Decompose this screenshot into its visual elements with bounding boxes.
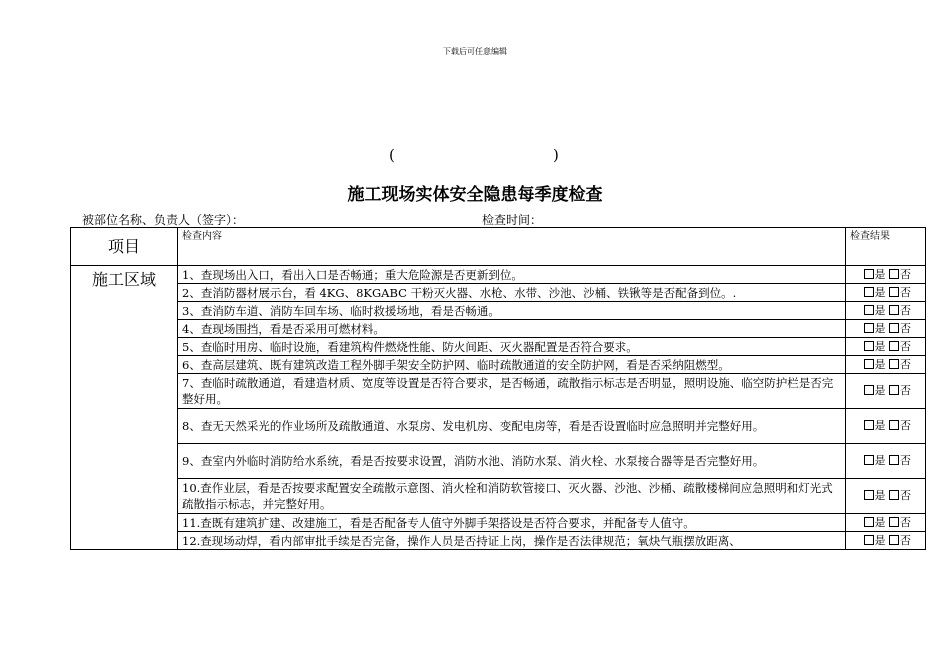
check-result	[846, 532, 926, 550]
check-result	[846, 374, 926, 409]
check-item: 3、查消防车道、消防车回车场、临时救援场地，看是否畅通。	[178, 302, 846, 320]
no-checkbox[interactable]	[889, 455, 899, 465]
yes-checkbox[interactable]	[864, 455, 874, 465]
check-result	[846, 444, 926, 479]
yes-label: 是	[874, 515, 886, 529]
header-note: 下载后可任意编辑	[443, 47, 507, 56]
table-row	[71, 338, 926, 356]
title-paren-open: (	[389, 146, 395, 164]
check-item: 4、查现场围挡，看是否采用可燃材料。	[178, 320, 846, 338]
no-label: 否	[900, 454, 911, 467]
yes-checkbox[interactable]	[864, 517, 874, 527]
no-label: 否	[900, 533, 911, 547]
table-row	[71, 532, 926, 550]
no-label: 否	[900, 489, 911, 502]
check-result	[846, 302, 926, 320]
check-result	[846, 266, 926, 284]
yes-checkbox[interactable]	[864, 385, 874, 395]
check-item: 10.查作业层，看是否按要求配置安全疏散示意图、消火栓和消防软管接口、灭火器、沙池、沙桶、疏散楼梯间应急照明和灯光式疏散指示标志，并完整好用。	[178, 479, 846, 514]
yes-label: 是	[874, 533, 886, 547]
check-time-label: 检查时间：	[482, 213, 543, 227]
no-label: 否	[900, 285, 911, 299]
no-label: 否	[900, 267, 911, 281]
yes-label: 是	[874, 303, 886, 317]
no-checkbox[interactable]	[889, 305, 899, 315]
header-project: 项目	[71, 228, 178, 266]
title-paren-close: )	[553, 146, 559, 164]
header-content: 检查内容	[178, 228, 846, 266]
check-result	[846, 409, 926, 444]
header-result: 检查结果	[846, 228, 926, 266]
yes-label: 是	[874, 489, 886, 502]
area-label: 施工区域	[71, 266, 178, 550]
yes-label: 是	[874, 384, 886, 397]
no-label: 否	[900, 419, 911, 432]
no-label: 否	[900, 339, 911, 353]
check-item: 8、查无天然采光的作业场所及疏散通道、水泵房、发电机房、变配电房等，看是否设置临时应急照明并完整好用。	[178, 409, 846, 444]
check-item: 12.查现场动焊，看内部审批手续是否完备，操作人员是否持证上岗，操作是否法律规范；氧炔气瓶摆放距离、	[178, 532, 846, 550]
check-result	[846, 284, 926, 302]
table-row	[71, 284, 926, 302]
yes-checkbox[interactable]	[864, 341, 874, 351]
check-item: 1、查现场出入口，看出入口是否畅通；重大危险源是否更新到位。	[178, 266, 846, 284]
check-item: 11.查既有建筑扩建、改建施工，看是否配备专人值守外脚手架搭设是否符合要求，并配备专人值守。	[178, 514, 846, 532]
no-checkbox[interactable]	[889, 287, 899, 297]
inspection-table	[70, 227, 926, 550]
yes-label: 是	[874, 454, 886, 467]
yes-label: 是	[874, 321, 886, 335]
no-checkbox[interactable]	[889, 323, 899, 333]
check-item: 9、查室内外临时消防给水系统，看是否按要求设置，消防水池、消防水泵、消火栓、水泵接合器等是否完整好用。	[178, 444, 846, 479]
check-result	[846, 479, 926, 514]
check-item: 2、查消防器材展示台，看 4KG、8KGABC 干粉灭火器、水枪、水带、沙池、沙桶、铁锹等是否配备到位。.	[178, 284, 846, 302]
table-row	[71, 374, 926, 409]
yes-checkbox[interactable]	[864, 359, 874, 369]
table-row	[71, 409, 926, 444]
check-result	[846, 338, 926, 356]
no-checkbox[interactable]	[889, 517, 899, 527]
document-title: 施工现场实体安全隐患每季度检查	[347, 185, 603, 205]
no-checkbox[interactable]	[889, 535, 899, 545]
check-item: 5、查临时用房、临时设施，看建筑构件燃烧性能、防火间距、灭火器配置是否符合要求。	[178, 338, 846, 356]
yes-checkbox[interactable]	[864, 323, 874, 333]
no-label: 否	[900, 303, 911, 317]
check-item: 6、查高层建筑、既有建筑改造工程外脚手架安全防护网、临时疏散通道的安全防护网，看是否采纳阻燃型。	[178, 356, 846, 374]
no-checkbox[interactable]	[889, 269, 899, 279]
table-row	[71, 356, 926, 374]
no-checkbox[interactable]	[889, 385, 899, 395]
table-header-row	[71, 228, 926, 266]
check-result	[846, 356, 926, 374]
table-row	[71, 266, 926, 284]
dept-label: 被部位名称、负责人（签字）：	[82, 213, 245, 227]
no-checkbox[interactable]	[889, 420, 899, 430]
yes-label: 是	[874, 357, 886, 371]
table-row	[71, 514, 926, 532]
no-label: 否	[900, 515, 911, 529]
yes-label: 是	[874, 419, 886, 432]
no-label: 否	[900, 384, 911, 397]
table-row	[71, 302, 926, 320]
check-item: 7、查临时疏散通道，看建造材质、宽度等设置是否符合要求，是否畅通，疏散指示标志是否明显，照明设施、临空防护栏是否完整好用。	[178, 374, 846, 409]
table-row	[71, 479, 926, 514]
no-label: 否	[900, 321, 911, 335]
table-row	[71, 320, 926, 338]
no-label: 否	[900, 357, 911, 371]
yes-label: 是	[874, 339, 886, 353]
yes-label: 是	[874, 285, 886, 299]
check-result	[846, 320, 926, 338]
yes-checkbox[interactable]	[864, 269, 874, 279]
yes-checkbox[interactable]	[864, 305, 874, 315]
yes-checkbox[interactable]	[864, 420, 874, 430]
yes-checkbox[interactable]	[864, 287, 874, 297]
table-row	[71, 444, 926, 479]
yes-checkbox[interactable]	[864, 535, 874, 545]
yes-label: 是	[874, 267, 886, 281]
no-checkbox[interactable]	[889, 490, 899, 500]
no-checkbox[interactable]	[889, 341, 899, 351]
yes-checkbox[interactable]	[864, 490, 874, 500]
check-result	[846, 514, 926, 532]
no-checkbox[interactable]	[889, 359, 899, 369]
